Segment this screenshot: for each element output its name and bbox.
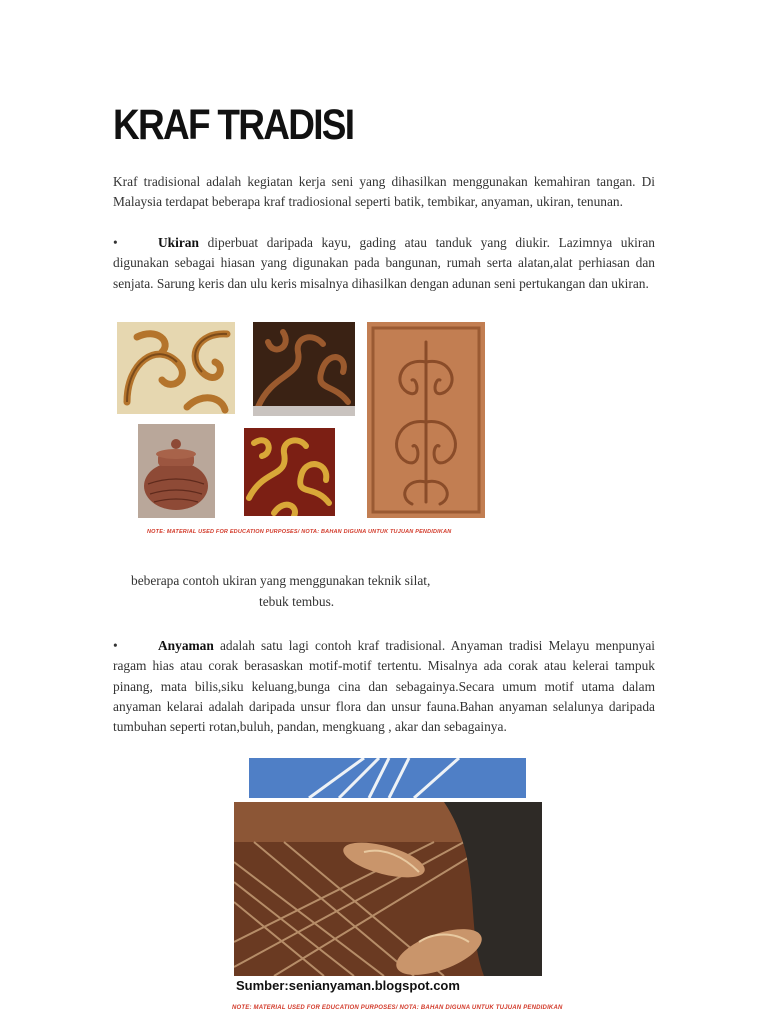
page-title: KRAF TRADISI: [113, 101, 354, 149]
source-label: Sumber:senianyaman.blogspot.com: [236, 978, 460, 993]
intro-paragraph: Kraf tradisional adalah kegiatan kerja seni yang dihasilkan menggunakan kemahiran tangan. Di Malaysia terdapat beberapa kraf tradiosional seperti batik, tembikar, anyaman, ukiran, tenunan.: [113, 174, 655, 210]
weaving-image-hands: [234, 802, 542, 976]
bullet: •: [113, 638, 118, 653]
carving-image-tall-panel: [367, 322, 485, 518]
education-note: NOTE: MATERIAL USED FOR EDUCATION PURPOSES/ NOTA: BAHAN DIGUNA UNTUK TUJUAN PENDIDIKAN: [147, 529, 452, 535]
carving-image-pot: [138, 424, 215, 518]
carving-caption-line1: beberapa contoh ukiran yang menggunakan teknik silat,: [131, 573, 431, 588]
bullet: •: [113, 235, 118, 250]
ukiran-paragraph: [113, 233, 655, 294]
anyaman-term: Anyaman: [158, 638, 214, 653]
carving-caption-line2: tebuk tembus.: [259, 594, 335, 609]
anyaman-text: adalah satu lagi contoh kraf tradisional. Anyaman tradisi Melayu menpunyai ragam hias atau corak berasaskan motif-motif tertentu. Misalnya ada corak atau kelerai tampuk pinang, mata bilis,siku keluang,bunga cina dan sebagainya.Secara umum motif utama dalam anyaman kelarai adalah daripada unsur flora dan unsur fauna.Bahan anyaman selalunya daripada tumbuhan seperti rotan,buluh, pandan, mengkuang , akar dan sebagainya.: [113, 638, 655, 735]
carving-image-panel: [253, 322, 355, 416]
carving-image-floral: [117, 322, 235, 414]
carving-image-gilded: [244, 428, 335, 516]
anyaman-paragraph: [113, 636, 655, 737]
weaving-image-strips: [249, 758, 526, 798]
education-note: NOTE: MATERIAL USED FOR EDUCATION PURPOSES/ NOTA: BAHAN DIGUNA UNTUK TUJUAN PENDIDIKAN: [232, 1005, 563, 1011]
ukiran-term: Ukiran: [158, 235, 199, 250]
ukiran-text: diperbuat daripada kayu, gading atau tanduk yang diukir. Lazimnya ukiran digunakan sebagai hiasan yang digunakan pada bangunan, rumah serta alatan,alat perhiasan dan senjata. Sarung keris dan ulu keris misalnya dihasilkan dengan adunan seni pertukangan dan ukiran.: [113, 235, 655, 291]
